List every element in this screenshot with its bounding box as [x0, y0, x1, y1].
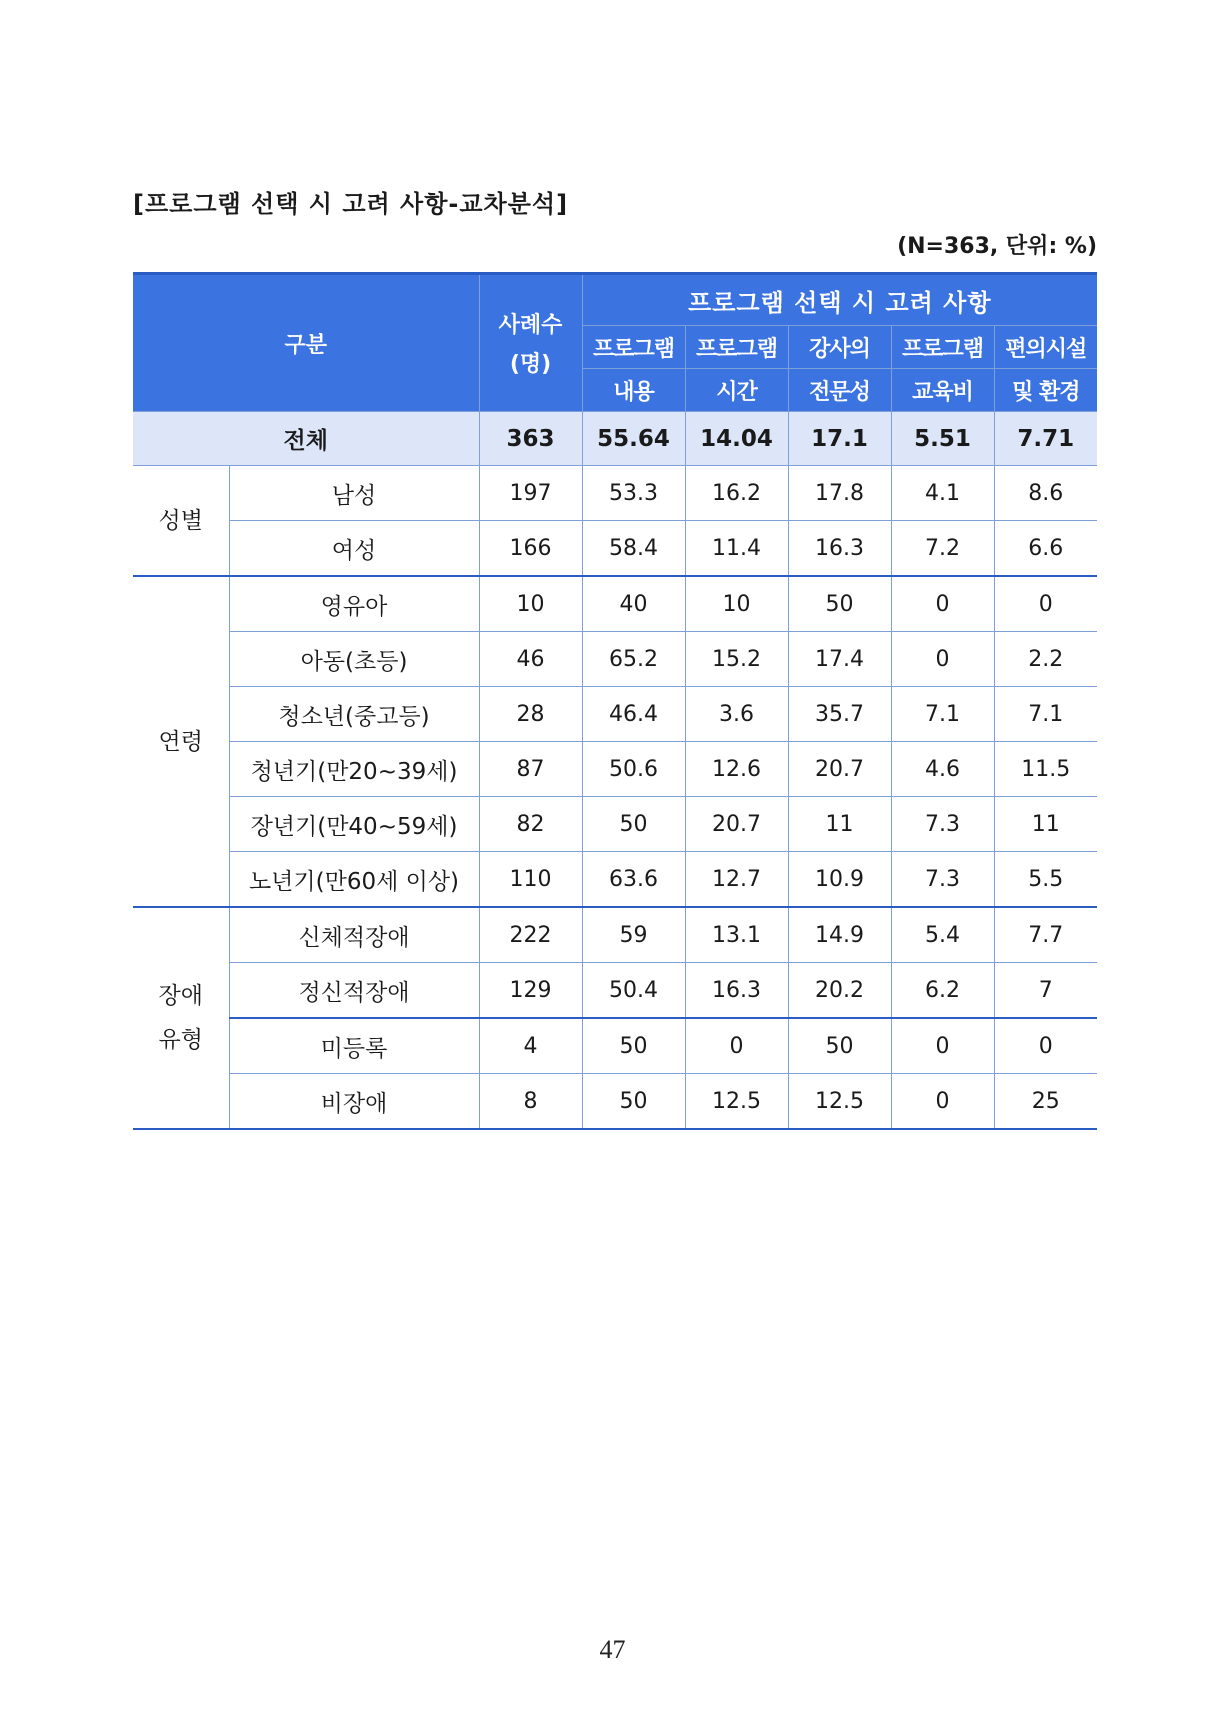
cell-value: 0: [891, 576, 994, 632]
cell-value: 5.4: [891, 907, 994, 963]
row-label: 영유아: [229, 576, 479, 632]
row-label: 노년기(만60세 이상): [229, 852, 479, 908]
table-row: [133, 907, 1097, 963]
total-row: [133, 412, 1097, 466]
cell-value: 7.3: [891, 852, 994, 908]
group-label-disability: [133, 907, 229, 1129]
cell-value: 53.3: [582, 466, 685, 521]
header-category: 구분: [133, 274, 479, 412]
table-row: [133, 1018, 1097, 1074]
cell-value: 65.2: [582, 632, 685, 687]
cell-cases: 87: [479, 742, 582, 797]
cell-value: 11: [994, 797, 1097, 852]
cell-cases: 4: [479, 1018, 582, 1074]
group-label-line1: 성별: [158, 507, 203, 534]
cell-value: 0: [994, 576, 1097, 632]
header-col-4-line2: 교육비: [891, 369, 994, 412]
total-value: 7.71: [994, 412, 1097, 466]
cell-value: 50: [788, 1018, 891, 1074]
group-label-line1: 연령: [158, 728, 203, 755]
group-label-age: [133, 576, 229, 907]
header-col-3-line1: 강사의: [788, 326, 891, 369]
cell-value: 59: [582, 907, 685, 963]
cell-value: 40: [582, 576, 685, 632]
row-label: 비장애: [229, 1074, 479, 1130]
cell-value: 50: [582, 797, 685, 852]
table-row: [133, 852, 1097, 908]
cell-value: 14.9: [788, 907, 891, 963]
cell-value: 0: [685, 1018, 788, 1074]
cell-value: 17.4: [788, 632, 891, 687]
cell-value: 4.6: [891, 742, 994, 797]
cell-value: 16.3: [788, 521, 891, 577]
header-cases: [479, 274, 582, 412]
header-col-2-line2: 시간: [685, 369, 788, 412]
cell-value: 7.2: [891, 521, 994, 577]
page-number: 47: [599, 1635, 626, 1664]
cell-value: 50.4: [582, 963, 685, 1019]
cell-value: 20.7: [788, 742, 891, 797]
cell-value: 46.4: [582, 687, 685, 742]
cell-value: 50: [582, 1074, 685, 1130]
cell-value: 7.3: [891, 797, 994, 852]
cell-value: 50: [788, 576, 891, 632]
cell-value: 12.5: [788, 1074, 891, 1130]
table-row: [133, 521, 1097, 577]
header-cases-line2: (명): [509, 352, 552, 377]
table-row: [133, 963, 1097, 1019]
table-title: [프로그램 선택 시 고려 사항-교차분석]: [133, 190, 569, 218]
group-label-line2: 유형: [158, 1027, 203, 1053]
crosstab-table: [133, 272, 1097, 1130]
header-col-1-line2: 내용: [582, 369, 685, 412]
header-group-title: 프로그램 선택 시 고려 사항: [582, 274, 1097, 326]
cell-value: 12.6: [685, 742, 788, 797]
cell-value: 17.8: [788, 466, 891, 521]
header-col-3-line2: 전문성: [788, 369, 891, 412]
cell-cases: 197: [479, 466, 582, 521]
cell-value: 7: [994, 963, 1097, 1019]
cell-value: 0: [891, 1074, 994, 1130]
header-col-5-line1: 편의시설: [994, 326, 1097, 369]
cell-cases: 222: [479, 907, 582, 963]
cell-value: 10.9: [788, 852, 891, 908]
row-label: 정신적장애: [229, 963, 479, 1019]
cell-value: 20.2: [788, 963, 891, 1019]
cell-cases: 10: [479, 576, 582, 632]
cell-value: 25: [994, 1074, 1097, 1130]
table-header: [133, 274, 1097, 412]
unit-note: (N=363, 단위: %): [897, 234, 1097, 259]
cell-value: 16.2: [685, 466, 788, 521]
group-label-line1: 장애: [158, 983, 203, 1009]
row-label: 남성: [229, 466, 479, 521]
header-col-2-line1: 프로그램: [685, 326, 788, 369]
cell-value: 6.2: [891, 963, 994, 1019]
cell-value: 58.4: [582, 521, 685, 577]
cell-value: 7.1: [891, 687, 994, 742]
table-row: [133, 576, 1097, 632]
cell-value: 63.6: [582, 852, 685, 908]
row-label: 미등록: [229, 1018, 479, 1074]
cell-value: 10: [685, 576, 788, 632]
cell-value: 4.1: [891, 466, 994, 521]
row-label: 신체적장애: [229, 907, 479, 963]
cell-value: 16.3: [685, 963, 788, 1019]
cell-value: 7.7: [994, 907, 1097, 963]
header-col-5-line2: 및 환경: [994, 369, 1097, 412]
cell-cases: 8: [479, 1074, 582, 1130]
table-row: [133, 632, 1097, 687]
header-cases-line1: 사례수: [498, 313, 563, 338]
header-col-4-line1: 프로그램: [891, 326, 994, 369]
cell-value: 6.6: [994, 521, 1097, 577]
row-label: 청소년(중고등): [229, 687, 479, 742]
cell-value: 0: [994, 1018, 1097, 1074]
cell-value: 12.5: [685, 1074, 788, 1130]
cell-value: 20.7: [685, 797, 788, 852]
cell-cases: 166: [479, 521, 582, 577]
cell-value: 15.2: [685, 632, 788, 687]
cell-value: 2.2: [994, 632, 1097, 687]
cell-value: 7.1: [994, 687, 1097, 742]
cell-value: 12.7: [685, 852, 788, 908]
cell-value: 11.4: [685, 521, 788, 577]
total-value: 5.51: [891, 412, 994, 466]
cell-value: 5.5: [994, 852, 1097, 908]
cell-value: 50: [582, 1018, 685, 1074]
row-label: 여성: [229, 521, 479, 577]
total-value: 14.04: [685, 412, 788, 466]
cell-cases: 46: [479, 632, 582, 687]
cell-value: 50.6: [582, 742, 685, 797]
cell-cases: 28: [479, 687, 582, 742]
total-cases: 363: [479, 412, 582, 466]
row-label: 장년기(만40~59세): [229, 797, 479, 852]
cell-value: 0: [891, 1018, 994, 1074]
table-row: [133, 797, 1097, 852]
table-row: [133, 687, 1097, 742]
total-value: 17.1: [788, 412, 891, 466]
header-col-1-line1: 프로그램: [582, 326, 685, 369]
table-row: [133, 466, 1097, 521]
cell-value: 13.1: [685, 907, 788, 963]
cell-cases: 82: [479, 797, 582, 852]
cell-cases: 129: [479, 963, 582, 1019]
table-row: [133, 1074, 1097, 1130]
table-row: [133, 742, 1097, 797]
row-label: 아동(초등): [229, 632, 479, 687]
cell-value: 8.6: [994, 466, 1097, 521]
cell-value: 0: [891, 632, 994, 687]
row-label: 청년기(만20~39세): [229, 742, 479, 797]
total-value: 55.64: [582, 412, 685, 466]
cell-cases: 110: [479, 852, 582, 908]
table-body: [133, 412, 1097, 1130]
cell-value: 11: [788, 797, 891, 852]
cell-value: 11.5: [994, 742, 1097, 797]
group-label-gender: [133, 466, 229, 577]
total-label: 전체: [133, 412, 479, 466]
cell-value: 3.6: [685, 687, 788, 742]
cell-value: 35.7: [788, 687, 891, 742]
